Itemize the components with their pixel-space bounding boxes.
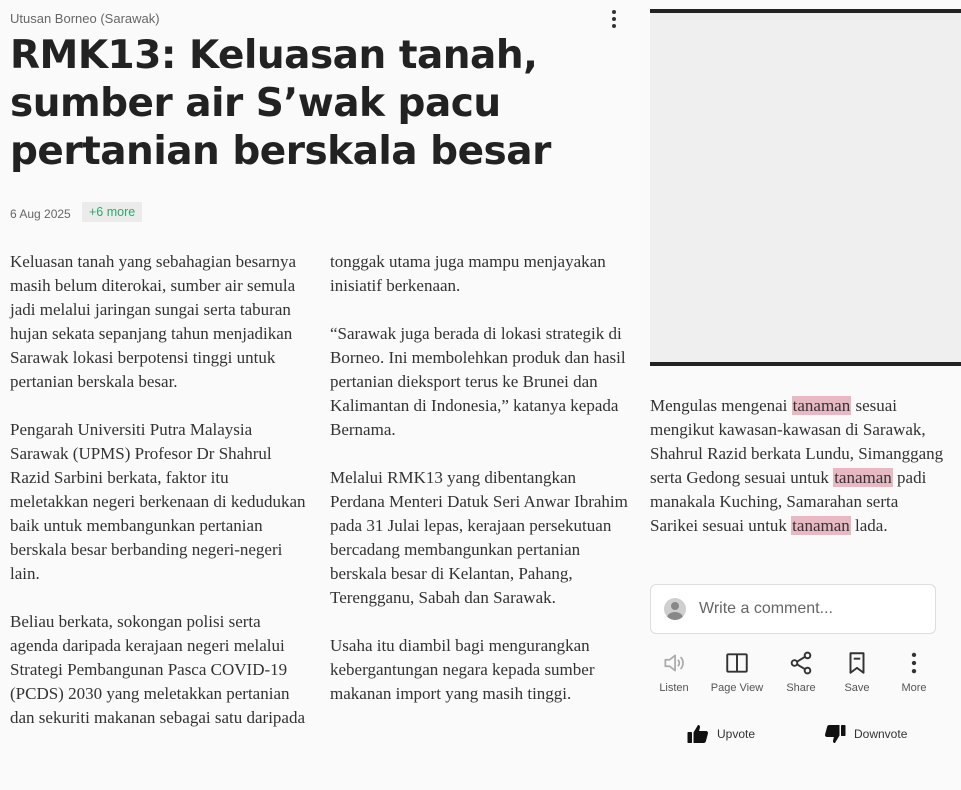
paragraph: “Sarawak juga berada di lokasi strategik di Borneo. Ini membolehkan produk dan hasil pertanian dieksport terus ke Brunei dan Kalimantan di Indonesia,” katanya kepada Bernama. (330, 324, 626, 439)
kebab-menu-icon[interactable] (604, 9, 624, 29)
highlighted-keyword: tanaman (792, 516, 850, 535)
share-icon (788, 650, 814, 676)
user-avatar-icon (664, 598, 686, 620)
article-column-1 (10, 250, 310, 754)
text-segment: sesuai mengikut kawasan-kawasan di Sarawak, Shahrul Razid berkata Lundu, Simanggang serta Gedong sesuai untuk (650, 396, 944, 487)
paragraph: Usaha itu diambil bagi mengurangkan kebergantungan negara kepada sumber makanan import yang masih tinggi. (330, 636, 595, 703)
paragraph: tonggak utama juga mampu menjayakan inisiatif berkenaan. (330, 252, 606, 295)
downvote-label: Downvote (854, 727, 908, 741)
article-title: RMK13: Keluasan tanah, sumber air S’wak pacu pertanian berskala besar (10, 33, 551, 174)
share-button[interactable] (769, 650, 833, 694)
share-label: Share (786, 682, 816, 694)
highlighted-keyword: tanaman (834, 468, 892, 487)
paragraph: Melalui RMK13 yang dibentangkan Perdana Menteri Datuk Seri Anwar Ibrahim pada 31 Julai lepas, kerajaan persekutuan bercadang membangunkan pertanian berskala besar di Kelantan, Pahang, Terengganu, Sabah dan Sarawak. (330, 468, 628, 607)
paragraph: Beliau berkata, sokongan polisi serta agenda daripada kerajaan negeri melalui Strategi Pembangunan Pasca COVID-19 (PCDS) 2030 yang meletakkan pertanian dan sekuriti makanan sebagai satu daripada (10, 612, 306, 727)
save-button[interactable] (825, 650, 889, 694)
downvote-button[interactable] (823, 722, 907, 746)
more-button[interactable] (882, 650, 946, 694)
comment-input[interactable] (697, 599, 921, 619)
paragraph: Pengarah Universiti Putra Malaysia Sarawak (UPMS) Profesor Dr Shahrul Razid Sarbini berkata, faktor itu meletakkan negeri berkenaan di kedudukan baik untuk membangunkan pertanian berskala besar berbanding negeri-negeri lain. (10, 420, 306, 583)
article-column-2 (330, 250, 630, 730)
speaker-icon (661, 650, 687, 676)
upvote-button[interactable] (686, 722, 755, 746)
page-view-button[interactable] (705, 650, 769, 694)
book-icon (724, 650, 750, 676)
article-actions (650, 650, 940, 700)
text-segment: lada. (850, 516, 888, 535)
page-view-label: Page View (710, 682, 764, 694)
article-image (650, 9, 961, 366)
text-segment: Mengulas mengenai (650, 396, 792, 415)
thumbs-down-icon (823, 722, 847, 746)
thumbs-up-icon (686, 722, 710, 746)
save-label: Save (844, 682, 870, 694)
paragraph: Keluasan tanah yang sebahagian besarnya masih belum diterokai, sumber air semula jadi melalui jaringan sungai serta taburan hujan sekata sepanjang tahun menjadikan Sarawak lokasi berpotensi tinggi untuk pertanian berskala besar. (10, 252, 297, 391)
bookmark-icon (844, 650, 870, 676)
upvote-label: Upvote (717, 727, 756, 741)
article-date: 6 Aug 2025 (10, 207, 71, 221)
side-paragraph (650, 394, 950, 538)
more-sources-tag[interactable]: +6 more (82, 202, 142, 222)
vertical-dots-icon (901, 650, 927, 676)
listen-label: Listen (659, 682, 689, 694)
news-source: Utusan Borneo (Sarawak) (10, 11, 160, 26)
text-segment: padi manakala Kuching, Samarahan serta Sarikei sesuai untuk (650, 468, 927, 535)
highlighted-keyword: tanaman (792, 396, 851, 415)
more-label: More (901, 682, 927, 694)
listen-button[interactable] (642, 650, 706, 694)
comment-box[interactable] (650, 584, 936, 634)
